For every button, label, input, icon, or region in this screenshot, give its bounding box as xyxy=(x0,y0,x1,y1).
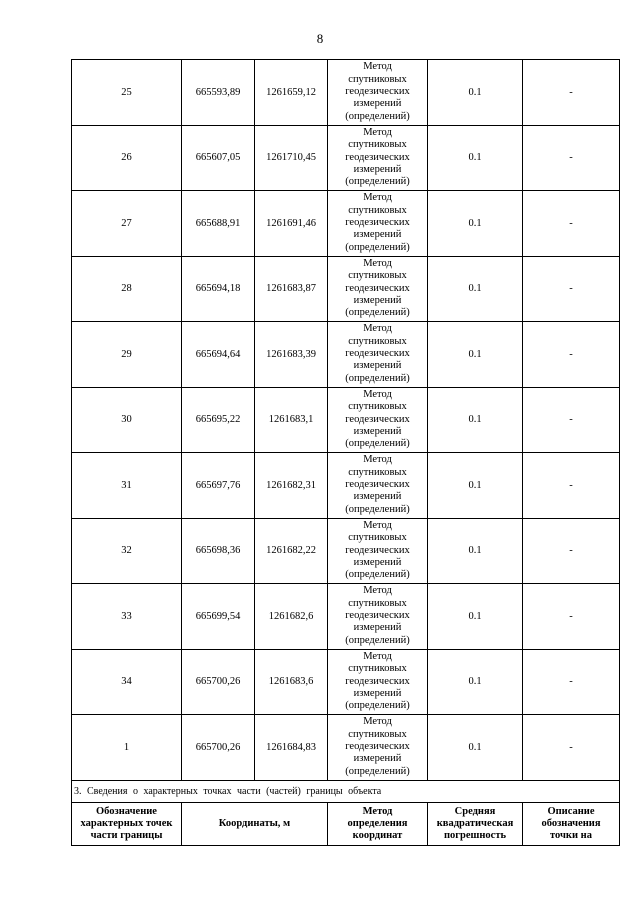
description-cell: - xyxy=(523,256,620,322)
method-line: измерений xyxy=(353,753,402,765)
description-cell: - xyxy=(523,649,620,715)
method-line: Метод xyxy=(363,519,392,531)
coordinate-y-cell: 1261682,6 xyxy=(255,584,328,650)
method-line: Метод xyxy=(363,388,392,400)
table-row xyxy=(72,191,620,257)
description-cell: - xyxy=(523,125,620,191)
method-line: (определений) xyxy=(345,176,410,188)
description-cell: - xyxy=(523,322,620,388)
method-line: (определений) xyxy=(345,700,410,712)
coordinates-table xyxy=(71,59,620,846)
method-line: спутниковых xyxy=(348,532,407,544)
page-number: 8 xyxy=(316,31,324,46)
table-row xyxy=(72,715,620,781)
coordinate-y-cell: 1261659,12 xyxy=(255,60,328,126)
header-point-designation: Обозначение характерных точек части границы xyxy=(72,802,182,845)
accuracy-cell: 0.1 xyxy=(428,518,523,584)
method-line: (определений) xyxy=(345,634,410,646)
coordinate-x-cell: 665700,26 xyxy=(182,649,255,715)
method-line: измерений xyxy=(353,556,402,568)
method-line: геодезических xyxy=(345,610,410,622)
method-line: (определений) xyxy=(345,503,410,515)
table-row xyxy=(72,322,620,388)
point-designation-cell: 26 xyxy=(72,125,182,191)
header-description: Описание обозначения точки на xyxy=(523,802,620,845)
table-row xyxy=(72,649,620,715)
method-line: измерений xyxy=(353,294,402,306)
coordinate-y-cell: 1261683,87 xyxy=(255,256,328,322)
accuracy-cell: 0.1 xyxy=(428,387,523,453)
method-line: измерений xyxy=(353,687,402,699)
method-cell xyxy=(328,60,428,126)
coordinate-x-cell: 665694,64 xyxy=(182,322,255,388)
coordinate-x-cell: 665699,54 xyxy=(182,584,255,650)
method-line: измерений xyxy=(353,229,402,241)
table-row xyxy=(72,387,620,453)
method-line: Метод xyxy=(363,323,392,335)
table-row xyxy=(72,125,620,191)
method-line: измерений xyxy=(353,360,402,372)
coordinate-y-cell: 1261683,39 xyxy=(255,322,328,388)
method-line: Метод xyxy=(363,454,392,466)
method-line: Метод xyxy=(363,716,392,728)
method-line: геодезических xyxy=(345,413,410,425)
method-cell xyxy=(328,125,428,191)
description-cell: - xyxy=(523,715,620,781)
coordinate-y-cell: 1261683,1 xyxy=(255,387,328,453)
point-designation-cell: 31 xyxy=(72,453,182,519)
coordinate-x-cell: 665688,91 xyxy=(182,191,255,257)
method-cell xyxy=(328,191,428,257)
method-cell xyxy=(328,322,428,388)
coordinate-x-cell: 665695,22 xyxy=(182,387,255,453)
accuracy-cell: 0.1 xyxy=(428,191,523,257)
method-line: геодезических xyxy=(345,151,410,163)
method-line: Метод xyxy=(363,650,392,662)
description-cell: - xyxy=(523,60,620,126)
method-line: геодезических xyxy=(345,348,410,360)
method-line: Метод xyxy=(363,61,392,73)
accuracy-cell: 0.1 xyxy=(428,649,523,715)
method-line: геодезических xyxy=(345,282,410,294)
section-3-row xyxy=(72,780,620,802)
method-cell xyxy=(328,518,428,584)
coordinate-y-cell: 1261710,45 xyxy=(255,125,328,191)
point-designation-cell: 30 xyxy=(72,387,182,453)
header-coordinates: Координаты, м xyxy=(182,802,328,845)
coordinate-x-cell: 665697,76 xyxy=(182,453,255,519)
header-accuracy: Средняя квадратическая погрешность xyxy=(428,802,523,845)
method-line: измерений xyxy=(353,425,402,437)
method-line: спутниковых xyxy=(348,466,407,478)
method-line: спутниковых xyxy=(348,335,407,347)
coordinate-y-cell: 1261684,83 xyxy=(255,715,328,781)
method-cell xyxy=(328,387,428,453)
table-row xyxy=(72,60,620,126)
accuracy-cell: 0.1 xyxy=(428,584,523,650)
point-designation-cell: 25 xyxy=(72,60,182,126)
method-cell xyxy=(328,256,428,322)
header-method: Метод определения координат xyxy=(328,802,428,845)
coordinate-x-cell: 665593,89 xyxy=(182,60,255,126)
method-line: геодезических xyxy=(345,741,410,753)
description-cell: - xyxy=(523,387,620,453)
method-line: спутниковых xyxy=(348,139,407,151)
description-cell: - xyxy=(523,518,620,584)
point-designation-cell: 32 xyxy=(72,518,182,584)
accuracy-cell: 0.1 xyxy=(428,256,523,322)
point-designation-cell: 27 xyxy=(72,191,182,257)
coordinate-x-cell: 665694,18 xyxy=(182,256,255,322)
method-line: (определений) xyxy=(345,372,410,384)
accuracy-cell: 0.1 xyxy=(428,715,523,781)
accuracy-cell: 0.1 xyxy=(428,453,523,519)
method-line: Метод xyxy=(363,126,392,138)
method-line: спутниковых xyxy=(348,401,407,413)
method-cell xyxy=(328,649,428,715)
description-cell: - xyxy=(523,453,620,519)
method-line: измерений xyxy=(353,622,402,634)
method-line: спутниковых xyxy=(348,597,407,609)
accuracy-cell: 0.1 xyxy=(428,322,523,388)
method-cell xyxy=(328,715,428,781)
method-line: геодезических xyxy=(345,217,410,229)
table-row xyxy=(72,256,620,322)
point-designation-cell: 34 xyxy=(72,649,182,715)
section-3-title: 3. Сведения о характерных точках части (частей) границы объекта xyxy=(72,780,620,802)
method-line: спутниковых xyxy=(348,204,407,216)
table-row xyxy=(72,518,620,584)
coordinate-x-cell: 665700,26 xyxy=(182,715,255,781)
method-cell xyxy=(328,584,428,650)
coordinate-y-cell: 1261682,22 xyxy=(255,518,328,584)
method-line: (определений) xyxy=(345,307,410,319)
method-line: геодезических xyxy=(345,544,410,556)
coordinate-y-cell: 1261683,6 xyxy=(255,649,328,715)
method-line: Метод xyxy=(363,257,392,269)
method-line: геодезических xyxy=(345,479,410,491)
method-line: (определений) xyxy=(345,569,410,581)
description-cell: - xyxy=(523,191,620,257)
method-line: Метод xyxy=(363,585,392,597)
point-designation-cell: 33 xyxy=(72,584,182,650)
method-line: измерений xyxy=(353,163,402,175)
description-cell: - xyxy=(523,584,620,650)
accuracy-cell: 0.1 xyxy=(428,125,523,191)
coordinate-y-cell: 1261691,46 xyxy=(255,191,328,257)
coordinate-x-cell: 665698,36 xyxy=(182,518,255,584)
method-line: спутниковых xyxy=(348,728,407,740)
method-line: геодезических xyxy=(345,86,410,98)
method-line: (определений) xyxy=(345,241,410,253)
coordinate-y-cell: 1261682,31 xyxy=(255,453,328,519)
method-line: Метод xyxy=(363,192,392,204)
method-line: спутниковых xyxy=(348,663,407,675)
method-line: геодезических xyxy=(345,675,410,687)
coordinate-x-cell: 665607,05 xyxy=(182,125,255,191)
method-line: (определений) xyxy=(345,765,410,777)
method-line: измерений xyxy=(353,98,402,110)
accuracy-cell: 0.1 xyxy=(428,60,523,126)
table-row xyxy=(72,584,620,650)
method-line: спутниковых xyxy=(348,73,407,85)
point-designation-cell: 28 xyxy=(72,256,182,322)
method-line: измерений xyxy=(353,491,402,503)
method-cell xyxy=(328,453,428,519)
method-line: (определений) xyxy=(345,110,410,122)
table-header-row xyxy=(72,802,620,845)
point-designation-cell: 1 xyxy=(72,715,182,781)
method-line: спутниковых xyxy=(348,270,407,282)
method-line: (определений) xyxy=(345,438,410,450)
point-designation-cell: 29 xyxy=(72,322,182,388)
table-row xyxy=(72,453,620,519)
